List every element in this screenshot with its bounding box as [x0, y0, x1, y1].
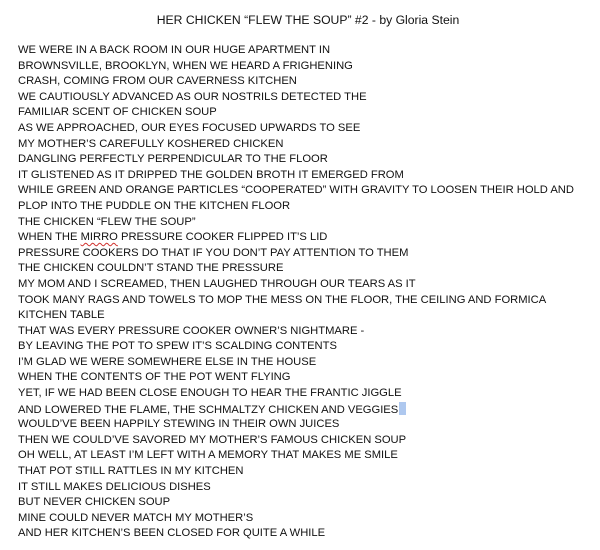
poem-line [18, 137, 574, 153]
poem-line [18, 355, 574, 371]
poem-line-text: BROWNSVILLE, BROOKLYN, WHEN WE HEARD A FRIGHENING [18, 59, 353, 72]
poem-line [18, 402, 574, 418]
poem-line-text: I’M GLAD WE WERE SOMEWHERE ELSE IN THE HOUSE [18, 355, 317, 368]
poem-line [18, 199, 574, 215]
poem-line-text: YET, IF WE HAD BEEN CLOSE ENOUGH TO HEAR THE FRANTIC JIGGLE [18, 387, 402, 400]
poem-line [18, 105, 574, 121]
poem-line-text: BUT NEVER CHICKEN SOUP [18, 496, 171, 509]
poem-line-text: KITCHEN TABLE [18, 309, 105, 322]
poem-line-text: PRESSURE COOKER FLIPPED IT’S LID [117, 231, 328, 244]
poem-line [18, 121, 574, 137]
poem-line-text: IT STILL MAKES DELICIOUS DISHES [18, 480, 211, 493]
poem-line [18, 74, 574, 90]
poem-line [18, 183, 574, 199]
poem-line [18, 261, 574, 277]
poem-line-text: THAT WAS EVERY PRESSURE COOKER OWNER’S NIGHTMARE - [18, 324, 365, 337]
poem-title: HER CHICKEN “FLEW THE SOUP” #2 - by Gloria Stein [156, 13, 460, 27]
poem-line-text: AND HER KITCHEN’S BEEN CLOSED FOR QUITE A WHILE [18, 527, 326, 540]
poem-line [18, 433, 574, 449]
poem-line-text: AND LOWERED THE FLAME, THE SCHMALTZY CHICKEN AND VEGGIES [18, 403, 399, 416]
poem-line-text: WHEN THE CONTENTS OF THE POT WENT FLYING [18, 371, 291, 384]
misspelled-word[interactable]: MIRRO [80, 231, 118, 244]
poem-line-text: THAT POT STILL RATTLES IN MY KITCHEN [18, 465, 244, 478]
poem-line-text: MY MOM AND I SCREAMED, THEN LAUGHED THROUGH OUR TEARS AS IT [18, 277, 416, 290]
poem-line-text: WE WERE IN A BACK ROOM IN OUR HUGE APARTMENT IN [18, 44, 331, 56]
poem-line-text: DANGLING PERFECTLY PERPENDICULAR TO THE FLOOR [18, 153, 328, 166]
poem-line [18, 417, 574, 433]
text-cursor-selection [399, 402, 406, 415]
poem-line [18, 480, 574, 496]
poem-line [18, 43, 574, 59]
poem-line [18, 526, 574, 542]
poem-line-text: PLOP INTO THE PUDDLE ON THE KITCHEN FLOOR [18, 199, 291, 212]
poem-line [18, 168, 574, 184]
poem-line [18, 90, 574, 106]
poem-line-text: OH WELL, AT LEAST I’M LEFT WITH A MEMORY THAT MAKES ME SMILE [18, 449, 398, 462]
poem-line [18, 246, 574, 262]
poem-line [18, 152, 574, 168]
poem-line [18, 464, 574, 480]
poem-line-text: WOULD’VE BEEN HAPPILY STEWING IN THEIR OWN JUICES [18, 418, 340, 431]
poem-line-text: IT GLISTENED AS IT DRIPPED THE GOLDEN BROTH IT EMERGED FROM [18, 168, 404, 181]
poem-line-text: THE CHICKEN “FLEW THE SOUP” [18, 215, 196, 228]
poem-line [18, 386, 574, 402]
poem-line-text: BY LEAVING THE POT TO SPEW IT’S SCALDING CONTENTS [18, 340, 337, 353]
poem-line [18, 230, 574, 246]
poem-line [18, 448, 574, 464]
poem-line-text: THEN WE COULD’VE SAVORED MY MOTHER’S FAMOUS CHICKEN SOUP [18, 433, 407, 446]
poem-line [18, 293, 574, 309]
poem-line-text: WE CAUTIOUSLY ADVANCED AS OUR NOSTRILS DETECTED THE [18, 90, 367, 103]
poem-line [18, 495, 574, 511]
poem-line-text: CRASH, COMING FROM OUR CAVERNESS KITCHEN [18, 75, 297, 88]
poem-line-text: WHILE GREEN AND ORANGE PARTICLES “COOPERATED” WITH GRAVITY TO LOOSEN THEIR HOLD AND [18, 184, 574, 197]
poem-line [18, 59, 574, 75]
poem-line [18, 215, 574, 231]
poem-line [18, 324, 574, 340]
poem-line [18, 308, 574, 324]
poem-line-text: AS WE APPROACHED, OUR EYES FOCUSED UPWARDS TO SEE [18, 121, 361, 134]
poem-line [18, 370, 574, 386]
poem-line-text: MINE COULD NEVER MATCH MY MOTHER’S [18, 511, 254, 524]
poem-line-text: MY MOTHER’S CAREFULLY KOSHERED CHICKEN [18, 137, 284, 150]
poem-line-text: TOOK MANY RAGS AND TOWELS TO MOP THE MESS ON THE FLOOR, THE CEILING AND FORMICA [18, 293, 547, 306]
poem-line [18, 511, 574, 527]
poem-line-text: WHEN THE [18, 231, 81, 244]
poem-line [18, 277, 574, 293]
poem-line-text: PRESSURE COOKERS DO THAT IF YOU DON’T PAY ATTENTION TO THEM [18, 246, 409, 259]
poem-line-text: FAMILIAR SCENT OF CHICKEN SOUP [18, 106, 217, 119]
poem-line-text: THE CHICKEN COULDN’T STAND THE PRESSURE [18, 262, 284, 275]
poem-line [18, 339, 574, 355]
poem-body[interactable] [18, 43, 574, 542]
